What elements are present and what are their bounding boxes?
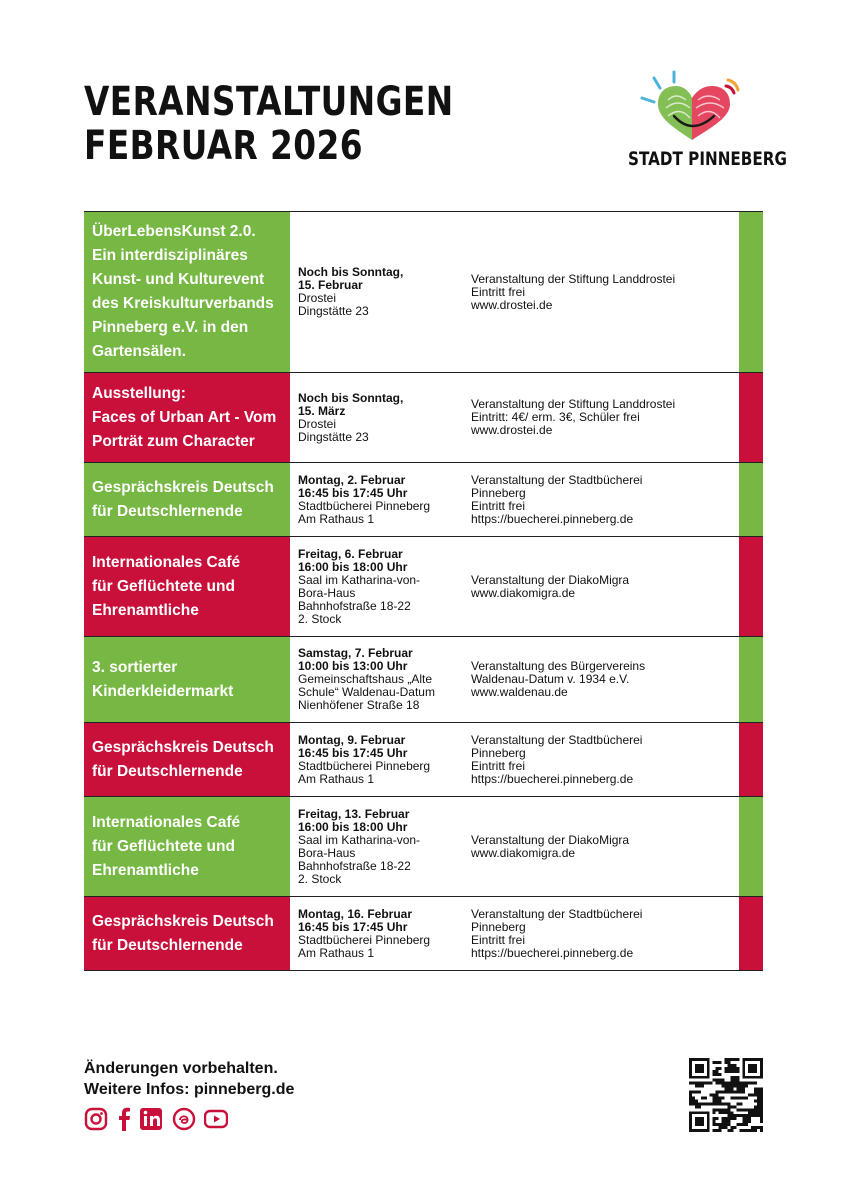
event-date: Samstag, 7. Februar 10:00 bis 13:00 Uhr <box>298 646 413 673</box>
event-info-cell <box>463 637 739 722</box>
event-location: Saal im Katharina-von- Bora-Haus Bahnhofstraße 18-22 2. Stock <box>298 572 421 626</box>
event-title: Gesprächskreis Deutsch für Deutschlernende <box>92 912 274 954</box>
instagram-icon[interactable] <box>84 1107 108 1131</box>
event-date-cell <box>290 537 463 636</box>
event-title-cell <box>84 897 290 970</box>
event-info: Veranstaltung der Stadtbücherei Pinneberg Eintritt frei https://buecherei.pinneberg.de <box>471 906 643 960</box>
event-row <box>84 897 763 971</box>
event-row <box>84 637 763 723</box>
event-date-cell <box>290 797 463 896</box>
event-info-cell <box>463 797 739 896</box>
event-title: Internationales Café für Geflüchtete und Ehrenamtliche <box>92 813 241 879</box>
page-title <box>84 80 454 168</box>
event-date: Freitag, 13. Februar 16:00 bis 18:00 Uhr <box>298 806 410 834</box>
event-location: Gemeinschaftshaus „Alte Schule“ Waldenau-Datum Nienhöfener Straße 18 <box>298 672 435 712</box>
event-title: Internationales Café für Geflüchtete und Ehrenamtliche <box>92 553 241 619</box>
event-location: Stadtbücherei Pinneberg Am Rathaus 1 <box>298 498 431 526</box>
event-info: Veranstaltung der DiakoMigra www.diakomigra.de <box>471 572 630 600</box>
event-color-bar <box>739 373 763 462</box>
event-color-bar <box>739 897 763 970</box>
event-color-bar <box>739 463 763 536</box>
event-title-cell <box>84 537 290 636</box>
event-date-cell <box>290 212 463 372</box>
event-info-cell <box>463 212 739 372</box>
event-date: Montag, 9. Februar 16:45 bis 17:45 Uhr <box>298 732 408 760</box>
event-info-cell <box>463 463 739 536</box>
event-color-bar <box>739 797 763 896</box>
threads-icon[interactable] <box>172 1107 196 1131</box>
event-info: Veranstaltung der DiakoMigra www.diakomigra.de <box>471 832 630 860</box>
event-info-cell <box>463 537 739 636</box>
event-location: Stadtbücherei Pinneberg Am Rathaus 1 <box>298 932 431 960</box>
event-title-cell <box>84 637 290 722</box>
footer-notice <box>84 1058 294 1100</box>
event-info: Veranstaltung der Stiftung Landdrostei Eintritt frei www.drostei.de <box>471 271 676 312</box>
event-row <box>84 211 763 373</box>
event-date-cell <box>290 897 463 970</box>
event-color-bar <box>739 212 763 372</box>
event-info: Veranstaltung der Stiftung Landdrostei Eintritt: 4€/ erm. 3€, Schüler frei www.drostei.de <box>471 397 676 437</box>
event-date-cell <box>290 463 463 536</box>
event-title: Ausstellung: Faces of Urban Art - Vom Porträt zum Character <box>92 384 277 450</box>
title-line-1: VERANSTALTUNGEN <box>84 79 454 125</box>
linkedin-icon[interactable] <box>140 1107 164 1131</box>
event-location: Drostei Dingstätte 23 <box>298 291 369 318</box>
event-date: Noch bis Sonntag, 15. März <box>298 390 404 418</box>
event-title: Gesprächskreis Deutsch für Deutschlernende <box>92 478 274 520</box>
event-color-bar <box>739 637 763 722</box>
event-row <box>84 797 763 897</box>
event-row <box>84 537 763 637</box>
footer-line-2: Weitere Infos: pinneberg.de <box>84 1081 295 1098</box>
event-info: Veranstaltung der Stadtbücherei Pinneberg Eintritt frei https://buecherei.pinneberg.de <box>471 732 643 786</box>
event-info-cell <box>463 723 739 796</box>
event-info: Veranstaltung der Stadtbücherei Pinneberg Eintritt frei https://buecherei.pinneberg.de <box>471 472 643 526</box>
event-title: ÜberLebensKunst 2.0. Ein interdisziplinäres Kunst- und Kulturevent des Kreiskulturverbands Pinneberg e.V. in den Gartensälen. <box>92 223 274 360</box>
youtube-icon[interactable] <box>204 1107 228 1131</box>
event-info-cell <box>463 373 739 462</box>
event-title-cell <box>84 797 290 896</box>
event-row <box>84 723 763 797</box>
qr-code[interactable] <box>689 1058 763 1132</box>
event-date-cell <box>290 723 463 796</box>
event-title-cell <box>84 212 290 372</box>
event-date-cell <box>290 637 463 722</box>
facebook-icon[interactable] <box>116 1107 132 1131</box>
footer-line-1: Änderungen vorbehalten. <box>84 1060 278 1077</box>
event-title: 3. sortierter Kinderkleidermarkt <box>92 658 234 700</box>
heart-fingerprint-icon <box>634 68 750 144</box>
event-date-cell <box>290 373 463 462</box>
event-title-cell <box>84 723 290 796</box>
event-title-cell <box>84 463 290 536</box>
event-date: Noch bis Sonntag, 15. Februar <box>298 265 404 292</box>
event-date: Freitag, 6. Februar 16:00 bis 18:00 Uhr <box>298 546 408 574</box>
event-title: Gesprächskreis Deutsch für Deutschlernende <box>92 738 274 780</box>
event-location: Drostei Dingstätte 23 <box>298 416 369 444</box>
event-color-bar <box>739 723 763 796</box>
event-date: Montag, 16. Februar 16:45 bis 17:45 Uhr <box>298 906 413 934</box>
event-row <box>84 463 763 537</box>
event-row <box>84 373 763 463</box>
logo-text: STADT PINNEBERG <box>628 148 787 170</box>
social-media-links <box>84 1107 228 1131</box>
event-color-bar <box>739 537 763 636</box>
stadt-pinneberg-logo <box>612 68 787 172</box>
events-table <box>84 211 763 971</box>
event-title-cell <box>84 373 290 462</box>
event-location: Stadtbücherei Pinneberg Am Rathaus 1 <box>298 758 431 786</box>
event-info: Veranstaltung des Bürgervereins Waldenau-Datum v. 1934 e.V. www.waldenau.de <box>471 659 646 699</box>
event-date: Montag, 2. Februar 16:45 bis 17:45 Uhr <box>298 472 408 500</box>
event-location: Saal im Katharina-von- Bora-Haus Bahnhofstraße 18-22 2. Stock <box>298 832 421 886</box>
title-line-2: FEBRUAR 2026 <box>84 123 363 169</box>
event-info-cell <box>463 897 739 970</box>
